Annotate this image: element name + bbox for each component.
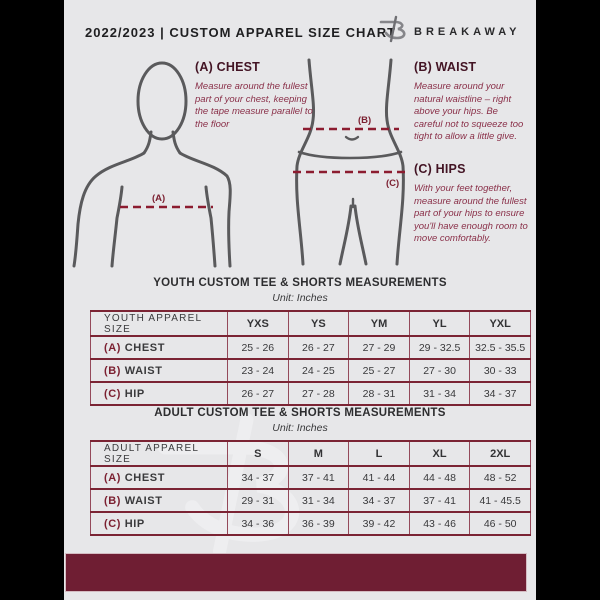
size-column-header: M [288, 441, 349, 466]
chest-line-label: (A) [152, 193, 166, 204]
table-row [91, 466, 531, 489]
size-value-cell: 44 - 48 [409, 466, 470, 489]
youth-table-unit: Unit: Inches [272, 292, 328, 304]
size-value-cell: 46 - 50 [470, 512, 531, 535]
size-value-cell: 31 - 34 [288, 489, 349, 512]
table-row [91, 512, 531, 535]
hips-instructions [414, 162, 528, 246]
apparel-size-header: ADULT APPAREL SIZE [91, 441, 228, 466]
size-value-cell: 29 - 32.5 [409, 336, 470, 359]
size-value-cell: 31 - 34 [409, 382, 470, 405]
size-column-header: YM [349, 311, 410, 336]
measurement-prefix: (B) [104, 494, 122, 507]
size-column-header: S [228, 441, 289, 466]
chest-section-body: Measure around the fullest part of your chest, keeping the tape measure parallel to the floor [195, 81, 313, 130]
brand-wordmark: BREAKAWAY [414, 26, 521, 38]
size-value-cell: 37 - 41 [409, 489, 470, 512]
navel-mark [346, 137, 358, 140]
measurement-row-label: (B) WAIST [91, 359, 228, 382]
size-column-header: L [349, 441, 410, 466]
adult-table-unit: Unit: Inches [272, 422, 328, 434]
breakaway-logo-icon [379, 13, 409, 45]
size-value-cell: 48 - 52 [470, 466, 531, 489]
measurement-prefix: (C) [104, 517, 122, 530]
table-row [91, 359, 531, 382]
size-value-cell: 29 - 31 [228, 489, 289, 512]
size-value-cell: 34 - 37 [470, 382, 531, 405]
size-value-cell: 39 - 42 [349, 512, 410, 535]
waist-section-title: (B) WAIST [414, 60, 477, 74]
table-row [91, 382, 531, 405]
size-value-cell: 34 - 36 [228, 512, 289, 535]
waist-section-body: Measure around your natural waistline – right above your hips. Be careful not to squeeze too tight to allow a little give. [414, 81, 524, 142]
size-value-cell: 27 - 30 [409, 359, 470, 382]
measurement-row-label: (A) CHEST [91, 466, 228, 489]
measurement-prefix: (A) [104, 471, 122, 484]
measurement-prefix: (A) [104, 341, 122, 354]
size-value-cell: 24 - 25 [288, 359, 349, 382]
hips-line-label: (C) [386, 178, 400, 189]
waist-instructions [414, 60, 528, 144]
page-title: 2022/2023 | CUSTOM APPAREL SIZE CHART [85, 25, 397, 40]
measurement-row-label: (C) HIP [91, 512, 228, 535]
size-column-header: YS [288, 311, 349, 336]
youth-table-title: YOUTH CUSTOM TEE & SHORTS MEASUREMENTS [153, 277, 447, 289]
size-value-cell: 26 - 27 [288, 336, 349, 359]
size-value-cell: 25 - 26 [228, 336, 289, 359]
measurement-row-label: (B) WAIST [91, 489, 228, 512]
size-value-cell: 27 - 29 [349, 336, 410, 359]
size-value-cell: 25 - 27 [349, 359, 410, 382]
size-value-cell: 23 - 24 [228, 359, 289, 382]
size-value-cell: 34 - 37 [349, 489, 410, 512]
measurement-prefix: (B) [104, 364, 122, 377]
size-column-header: YXS [228, 311, 289, 336]
head-outline [138, 63, 186, 139]
adult-table-title: ADULT CUSTOM TEE & SHORTS MEASUREMENTS [154, 407, 446, 419]
size-value-cell: 37 - 41 [288, 466, 349, 489]
size-value-cell: 32.5 - 35.5 [470, 336, 531, 359]
hips-section-body: With your feet together, measure around the fullest part of your hips to ensure you'll have enough room to move comfortably. [414, 183, 528, 244]
measurement-prefix: (C) [104, 387, 122, 400]
youth-size-table [90, 310, 531, 406]
size-value-cell: 28 - 31 [349, 382, 410, 405]
size-value-cell: 27 - 28 [288, 382, 349, 405]
footer-bar [65, 553, 527, 592]
table-row [91, 336, 531, 359]
size-value-cell: 34 - 37 [228, 466, 289, 489]
size-value-cell: 41 - 45.5 [470, 489, 531, 512]
chest-section-title: (A) CHEST [195, 60, 260, 74]
adult-size-table [90, 440, 531, 536]
size-value-cell: 41 - 44 [349, 466, 410, 489]
size-column-header: YXL [470, 311, 531, 336]
size-value-cell: 43 - 46 [409, 512, 470, 535]
size-value-cell: 30 - 33 [470, 359, 531, 382]
size-column-header: XL [409, 441, 470, 466]
size-value-cell: 26 - 27 [228, 382, 289, 405]
chart-page [64, 0, 536, 600]
chest-instructions [195, 60, 313, 131]
waist-line-label: (B) [358, 115, 372, 126]
size-value-cell: 36 - 39 [288, 512, 349, 535]
hip-contour-line [299, 152, 401, 158]
hips-section-title: (C) HIPS [414, 162, 466, 176]
size-column-header: YL [409, 311, 470, 336]
measurement-row-label: (A) CHEST [91, 336, 228, 359]
apparel-size-header: YOUTH APPAREL SIZE [91, 311, 228, 336]
size-column-header: 2XL [470, 441, 531, 466]
measurement-row-label: (C) HIP [91, 382, 228, 405]
table-row [91, 489, 531, 512]
